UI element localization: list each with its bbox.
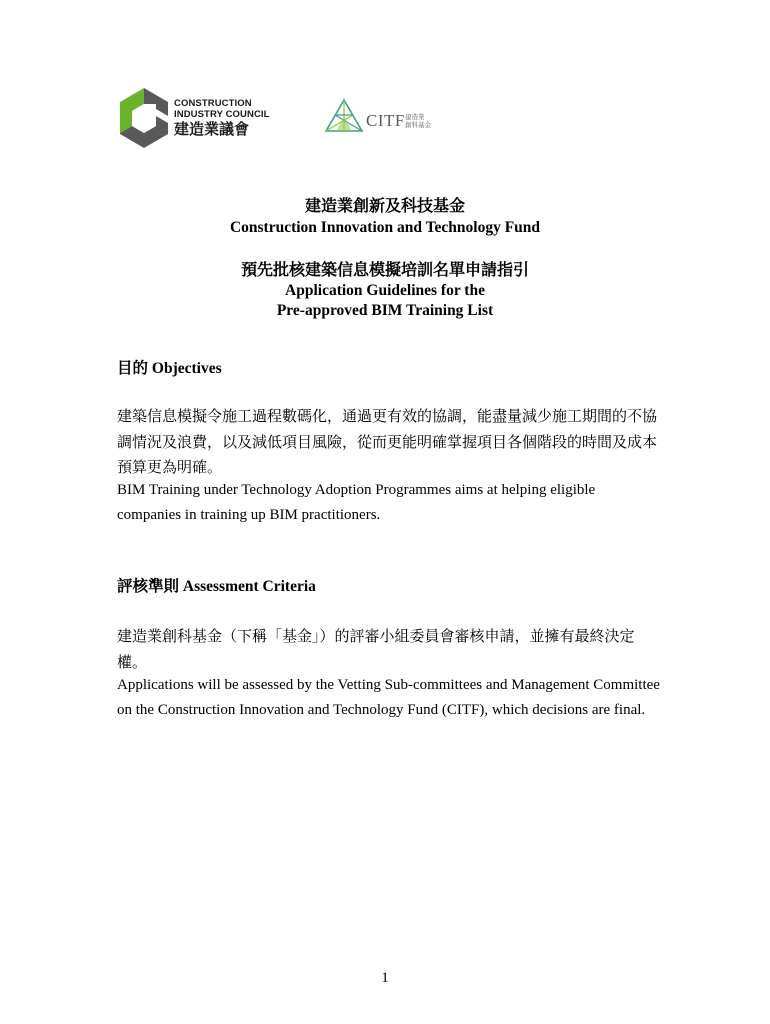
objectives-heading [117,358,222,379]
objectives-heading-en: Objectives [151,360,222,377]
citf-logo-mark-icon [322,97,366,137]
cic-name-zh: 建造業議會 [174,121,250,138]
guideline-title-en-line1: Application Guidelines for the [285,282,485,299]
criteria-heading [117,576,316,597]
guideline-title-en-line2: Pre-approved BIM Training List [276,302,494,319]
cic-name-line2: INDUSTRY COUNCIL [174,109,270,120]
fund-title-en: Construction Innovation and Technology Fund [229,219,541,236]
fund-title-zh: 建造業創新及科技基金 [304,196,465,215]
criteria-body-zh: 建造業創科基金（下稱「基金」）的評審小組委員會審核申請，並擁有最終決定權。 [117,627,635,671]
page-number: 1 [381,970,389,986]
objectives-body-zh: 建築信息模擬令施工過程數碼化，通過更有效的協調，能盡量減少施工期間的不協調情況及浪費，以及減低項目風險，從而更能明確掌握項目各個階段的時間及成本預算更為明確。 [117,407,658,476]
cic-name-line1: CONSTRUCTION [174,98,252,109]
citf-name-zh [405,113,431,129]
criteria-heading-zh: 評核準則 [117,577,180,595]
citf-name-zh-line1: 建造業 [405,113,425,121]
objectives-heading-zh: 目的 [117,359,149,377]
objectives-body-en: BIM Training under Technology Adoption Programmes aims at helping eligible companies in training up BIM practitioners. [117,482,596,523]
cic-logo [116,86,270,150]
guideline-title-zh: 預先批核建築信息模擬培訓名單申請指引 [240,260,529,279]
criteria-body-en: Applications will be assessed by the Vetting Sub-committees and Management Committee on the Construction Innovation and Technology Fund (CITF), which decisions are final. [117,677,660,718]
citf-name-zh-line2: 創科基金 [405,121,431,129]
citf-logo [322,97,442,137]
criteria-heading-en: Assessment Criteria [182,578,316,595]
citf-wordmark: CITF [366,111,405,130]
cic-logo-mark-icon [116,86,172,150]
